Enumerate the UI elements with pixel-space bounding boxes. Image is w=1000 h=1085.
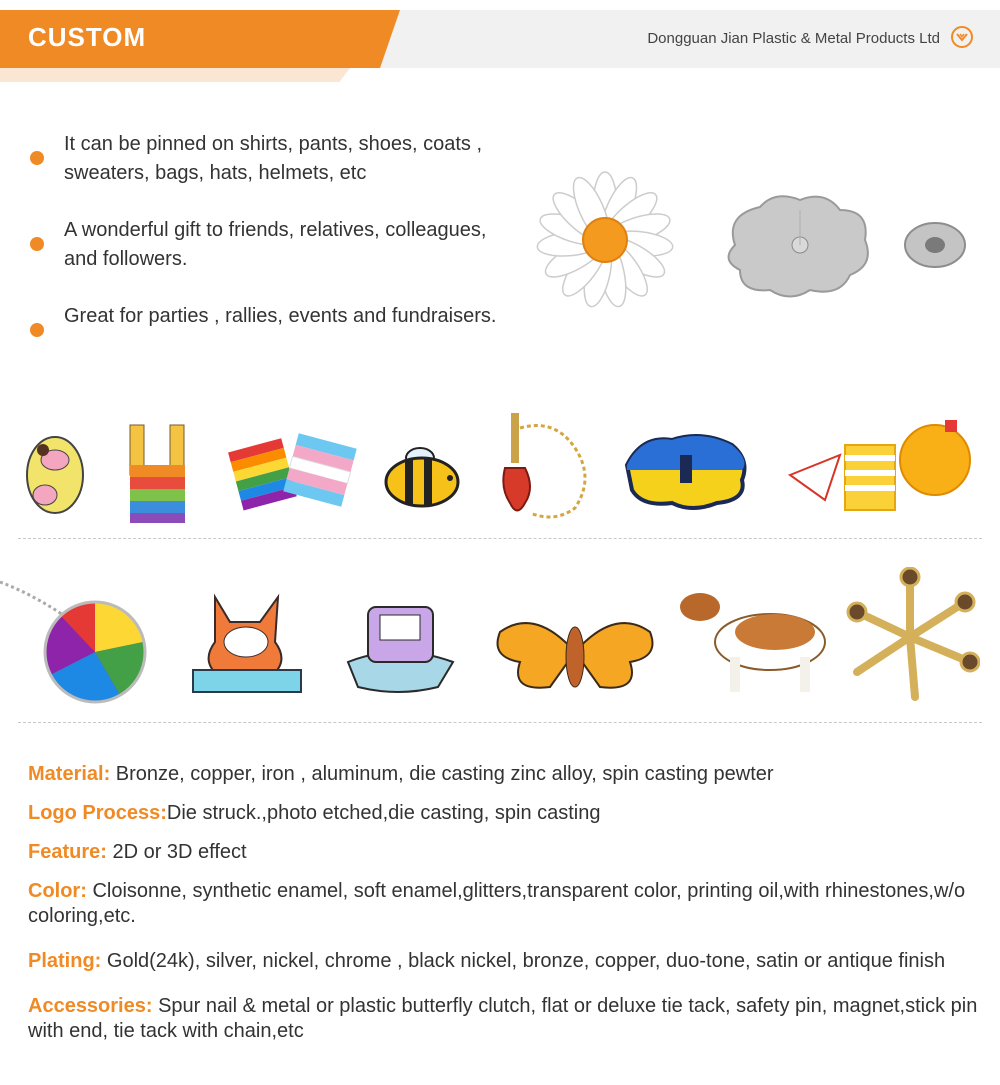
list-item: [28, 216, 498, 274]
peace-hand-pin-image: [125, 420, 190, 525]
hero-pin-images: [525, 160, 995, 320]
spec-logo-process: [28, 801, 978, 826]
divider: [18, 538, 982, 539]
bullet-text: It can be pinned on shirts, pants, shoes, coats , sweaters, bags, hats, helmets, etc: [64, 133, 483, 184]
moth-pin-image: [490, 602, 660, 702]
spec-value: Spur nail & metal or plastic butterfly clutch, flat or deluxe tie tack, safety pin, magnet,stick pin with end, tie tack with chain,etc: [28, 995, 978, 1042]
cow-pin-image: [15, 420, 90, 520]
festive-pins-image: [785, 415, 975, 520]
page-title: CUSTOM: [28, 22, 147, 52]
silver-pin-back-image: [715, 185, 880, 305]
chevron-down-icon: [951, 26, 973, 48]
spec-label: Logo Process:: [28, 802, 167, 824]
spec-value: 2D or 3D effect: [106, 841, 247, 863]
pin-gallery-row-1: [0, 400, 1000, 530]
spec-list: [28, 762, 978, 1044]
dog-pin-image: [675, 587, 835, 702]
pride-flags-pin-image: [225, 425, 360, 520]
spec-plating: [28, 949, 978, 974]
company-name: Dongguan Jian Plastic & Metal Products Ltd: [647, 30, 940, 47]
spec-material: [28, 762, 978, 787]
daisy-pin-image: [535, 170, 675, 310]
spec-label: Material:: [28, 763, 111, 785]
spec-color: [28, 879, 978, 929]
feature-list: [28, 130, 498, 359]
header-stripe: [0, 68, 350, 82]
spec-value: Gold(24k), silver, nickel, chrome , black nickel, bronze, copper, duo-tone, satin or antique finish: [101, 950, 946, 972]
spec-label: Accessories:: [28, 995, 153, 1017]
butterfly-clutch-image: [900, 215, 970, 275]
game-console-pin-image: [338, 597, 463, 702]
spec-label: Color:: [28, 880, 87, 902]
bee-pin-image: [380, 440, 470, 510]
spec-accessories: [28, 994, 978, 1044]
bullet-dot: [30, 151, 44, 165]
spec-label: Feature:: [28, 841, 107, 863]
list-item: [28, 302, 498, 331]
gold-pin-backs-image: [845, 567, 980, 707]
spec-value: Die struck.,photo etched,die casting, spin casting: [166, 802, 601, 824]
list-item: [28, 130, 498, 188]
bullet-dot: [30, 237, 44, 251]
spec-value: Bronze, copper, iron , aluminum, die casting zinc alloy, spin casting pewter: [110, 763, 774, 785]
pin-gallery-row-2: [0, 562, 1000, 692]
spec-value: Cloisonne, synthetic enamel, soft enamel,glitters,transparent color, printing oil,with rhinestones,w/o coloring,etc.: [28, 880, 966, 927]
divider: [18, 722, 982, 723]
spec-label: Plating:: [28, 950, 102, 972]
bullet-dot: [30, 323, 44, 337]
guitar-chain-pin-image: [495, 408, 600, 528]
header-banner: [0, 0, 1000, 82]
foxy-nerd-pin-image: [190, 582, 305, 697]
rainbow-pendant-image: [0, 567, 150, 707]
bullet-text: Great for parties , rallies, events and fundraisers.: [64, 305, 497, 327]
spec-feature: [28, 840, 978, 865]
ukraine-map-pin-image: [622, 425, 752, 515]
bullet-text: A wonderful gift to friends, relatives, colleagues, and followers.: [64, 219, 487, 270]
